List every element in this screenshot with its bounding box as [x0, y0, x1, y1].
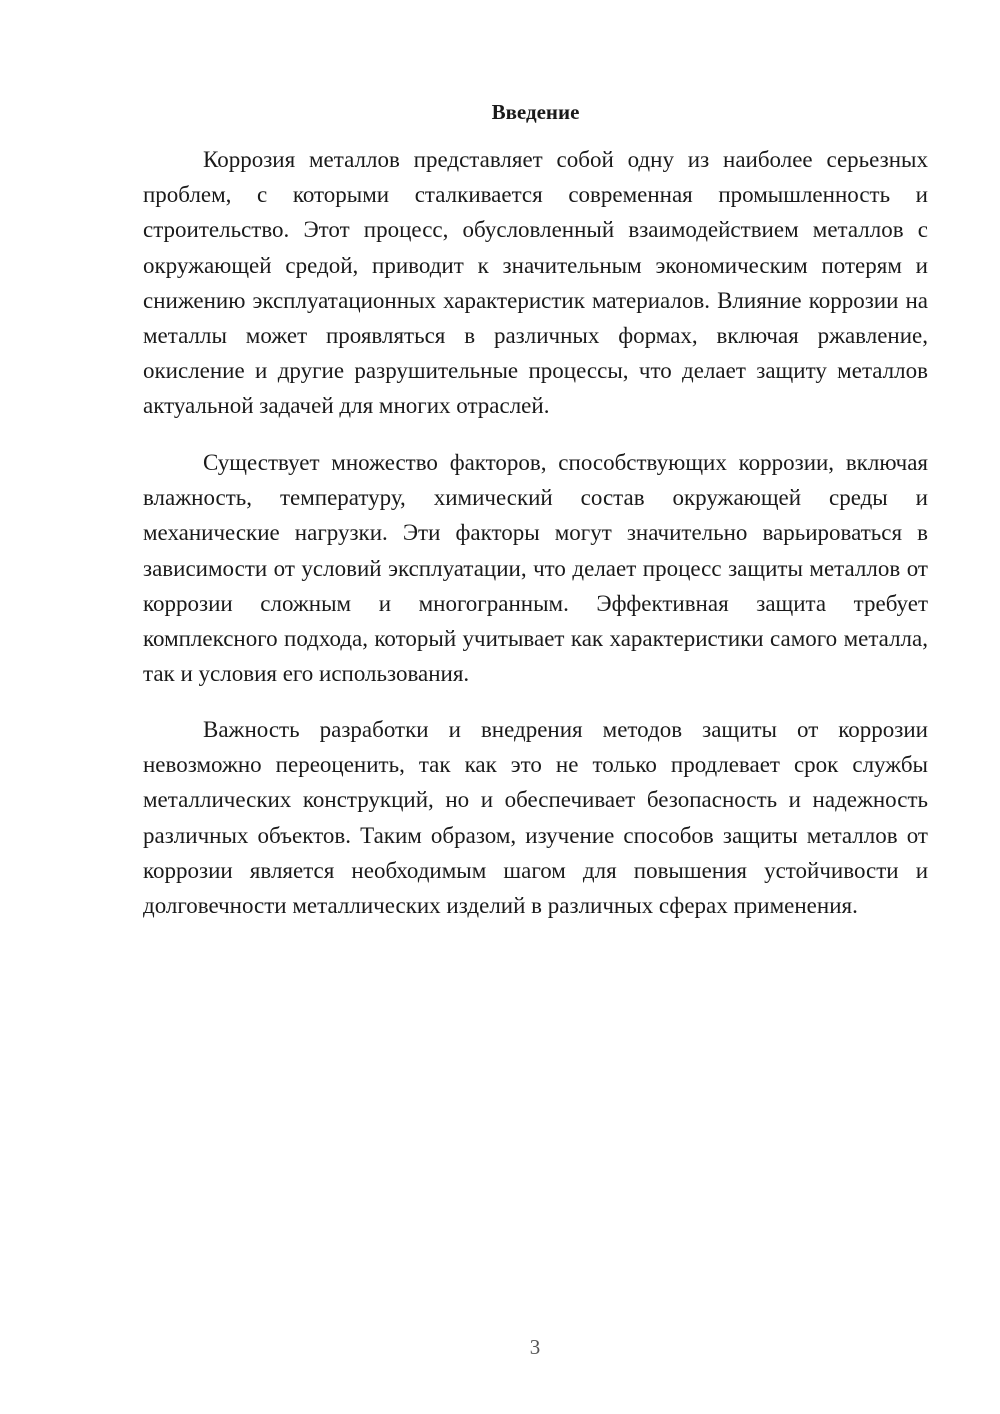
page-number: 3 — [529, 1335, 541, 1359]
paragraph-1: Коррозия металлов представляет собой одну из наиболее серьезных проблем, с которыми сталкивается современная промышленность и строительство. Этот процесс, обусловленный взаимодействием металлов с окружающей средой, приводит к значительным экономическим потерям и снижению эксплуатационных характеристик материалов. Влияние коррозии на металлы может проявляться в различных формах, включая ржавление, окисление и другие разрушительные процессы, что делает защиту металлов актуальной задачей для многих отраслей. — [143, 147, 928, 419]
section-title: Введение — [491, 100, 580, 124]
paragraph-2: Существует множество факторов, способствующих коррозии, включая влажность, температуру, химический состав окружающей среды и механические нагрузки. Эти факторы могут значительно варьироваться в зависимости от условий эксплуатации, что делает процесс защиты металлов от коррозии сложным и многогранным. Эффективная защита требует комплексного подхода, который учитывает как характеристики самого металла, так и условия его использования. — [143, 450, 928, 687]
paragraph-3: Важность разработки и внедрения методов защиты от коррозии невозможно переоценить, так как это не только продлевает срок службы металлических конструкций, но и обеспечивает безопасность и надежность различных объектов. Таким образом, изучение способов защиты металлов от коррозии является необходимым шагом для повышения устойчивости и долговечности металлических изделий в различных сферах применения. — [143, 717, 928, 919]
